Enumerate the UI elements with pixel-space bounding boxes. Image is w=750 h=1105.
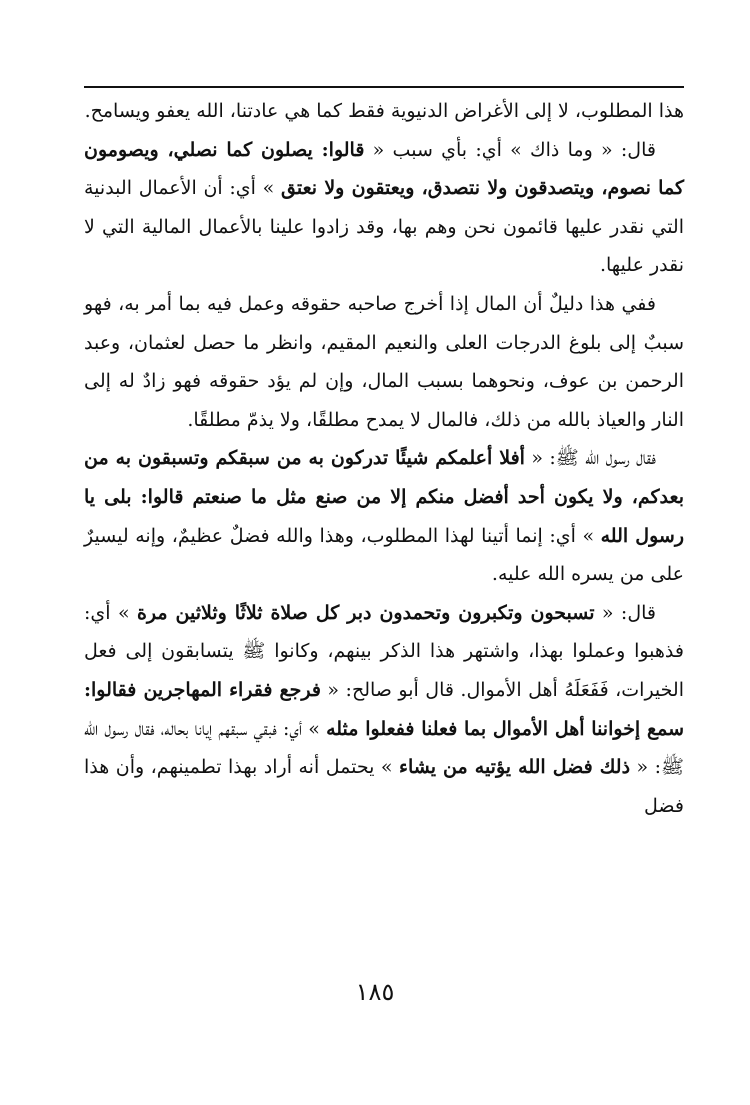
commentary-text: » أي: فبقي سبقهم إيانا بحاله، فقال رسول الله ﷺ: «	[84, 717, 684, 779]
paragraph	[84, 594, 684, 826]
hadith-quote-text: فرجع فقراء المهاجرين فقالوا: سمع إخواننا أهل الأموال بما فعلنا ففعلوا مثله	[84, 678, 684, 740]
commentary-text: » أي: إنما أتينا لهذا المطلوب، وهذا والله فضلٌ عظيمٌ، وإنه ليسيرٌ على من يسره الله عليه.	[84, 524, 684, 586]
hadith-quote-text: أفلا أعلمكم شيئًا تدركون به من سبقكم وتسبقون به من بعدكم، ولا يكون أحد أفضل منكم إلا من صنع مثل ما صنعتم قالوا: بلى يا رسول الله	[84, 447, 685, 547]
commentary-text: » أي: فذهبوا وعملوا بهذا، واشتهر هذا الذكر بينهم، وكانوا ﷺ يتسابقون إلى فعل الخيرات، فَفَعَلَهُ أهل الأموال. قال أبو صالح: «	[84, 601, 684, 701]
commentary-text: قال: «	[594, 601, 656, 624]
hadith-quote-text: تسبحون وتكبرون وتحمدون دبر كل صلاة ثلاثًا وثلاثين مرة	[136, 601, 595, 624]
commentary-text: قال: « وما ذاك » أي: بأي سبب «	[364, 138, 656, 161]
header-rule	[84, 86, 684, 88]
paragraph	[84, 92, 684, 131]
hadith-quote-text: ذلك فضل الله يؤتيه من يشاء	[399, 756, 631, 779]
paragraph	[84, 285, 684, 439]
commentary-text: هذا المطلوب، لا إلى الأغراض الدنيوية فقط كما هي عادتنا، الله يعفو ويسامح.	[84, 100, 684, 122]
body-text	[84, 92, 684, 825]
commentary-text: » يحتمل أنه أراد بهذا تطمينهم، وأن هذا فضل	[84, 756, 684, 817]
hadith-quote-text: قالوا: يصلون كما نصلي، ويصومون كما نصوم، ويتصدقون ولا نتصدق، ويعتقون ولا نعتق	[84, 138, 684, 200]
commentary-text: » أي: أن الأعمال البدنية التي نقدر عليها قائمون نحن وهم بها، وقد زادوا علينا بالأعمال المالية التي لا نقدر عليها.	[84, 177, 684, 277]
commentary-text: ففي هذا دليلٌ أن المال إذا أخرج صاحبه حقوقه وعمل فيه بما أمر به، فهو سببٌ إلى بلوغ الدرجات العلى والنعيم المقيم، وانظر ما حصل لعثمان، وعبد الرحمن بن عوف، ونحوهما بسبب المال، وإن لم يؤد حقوقه فهو زادٌ له إلى النار والعياذ بالله من ذلك، فالمال لا يمدح مطلقًا، ولا يذمّ مطلقًا.	[84, 292, 684, 431]
paragraph	[84, 439, 684, 593]
page-number: ١٨٥	[355, 978, 395, 1006]
paragraph	[84, 131, 684, 285]
commentary-text: فقال رسول الله ﷺ: «	[524, 447, 656, 470]
